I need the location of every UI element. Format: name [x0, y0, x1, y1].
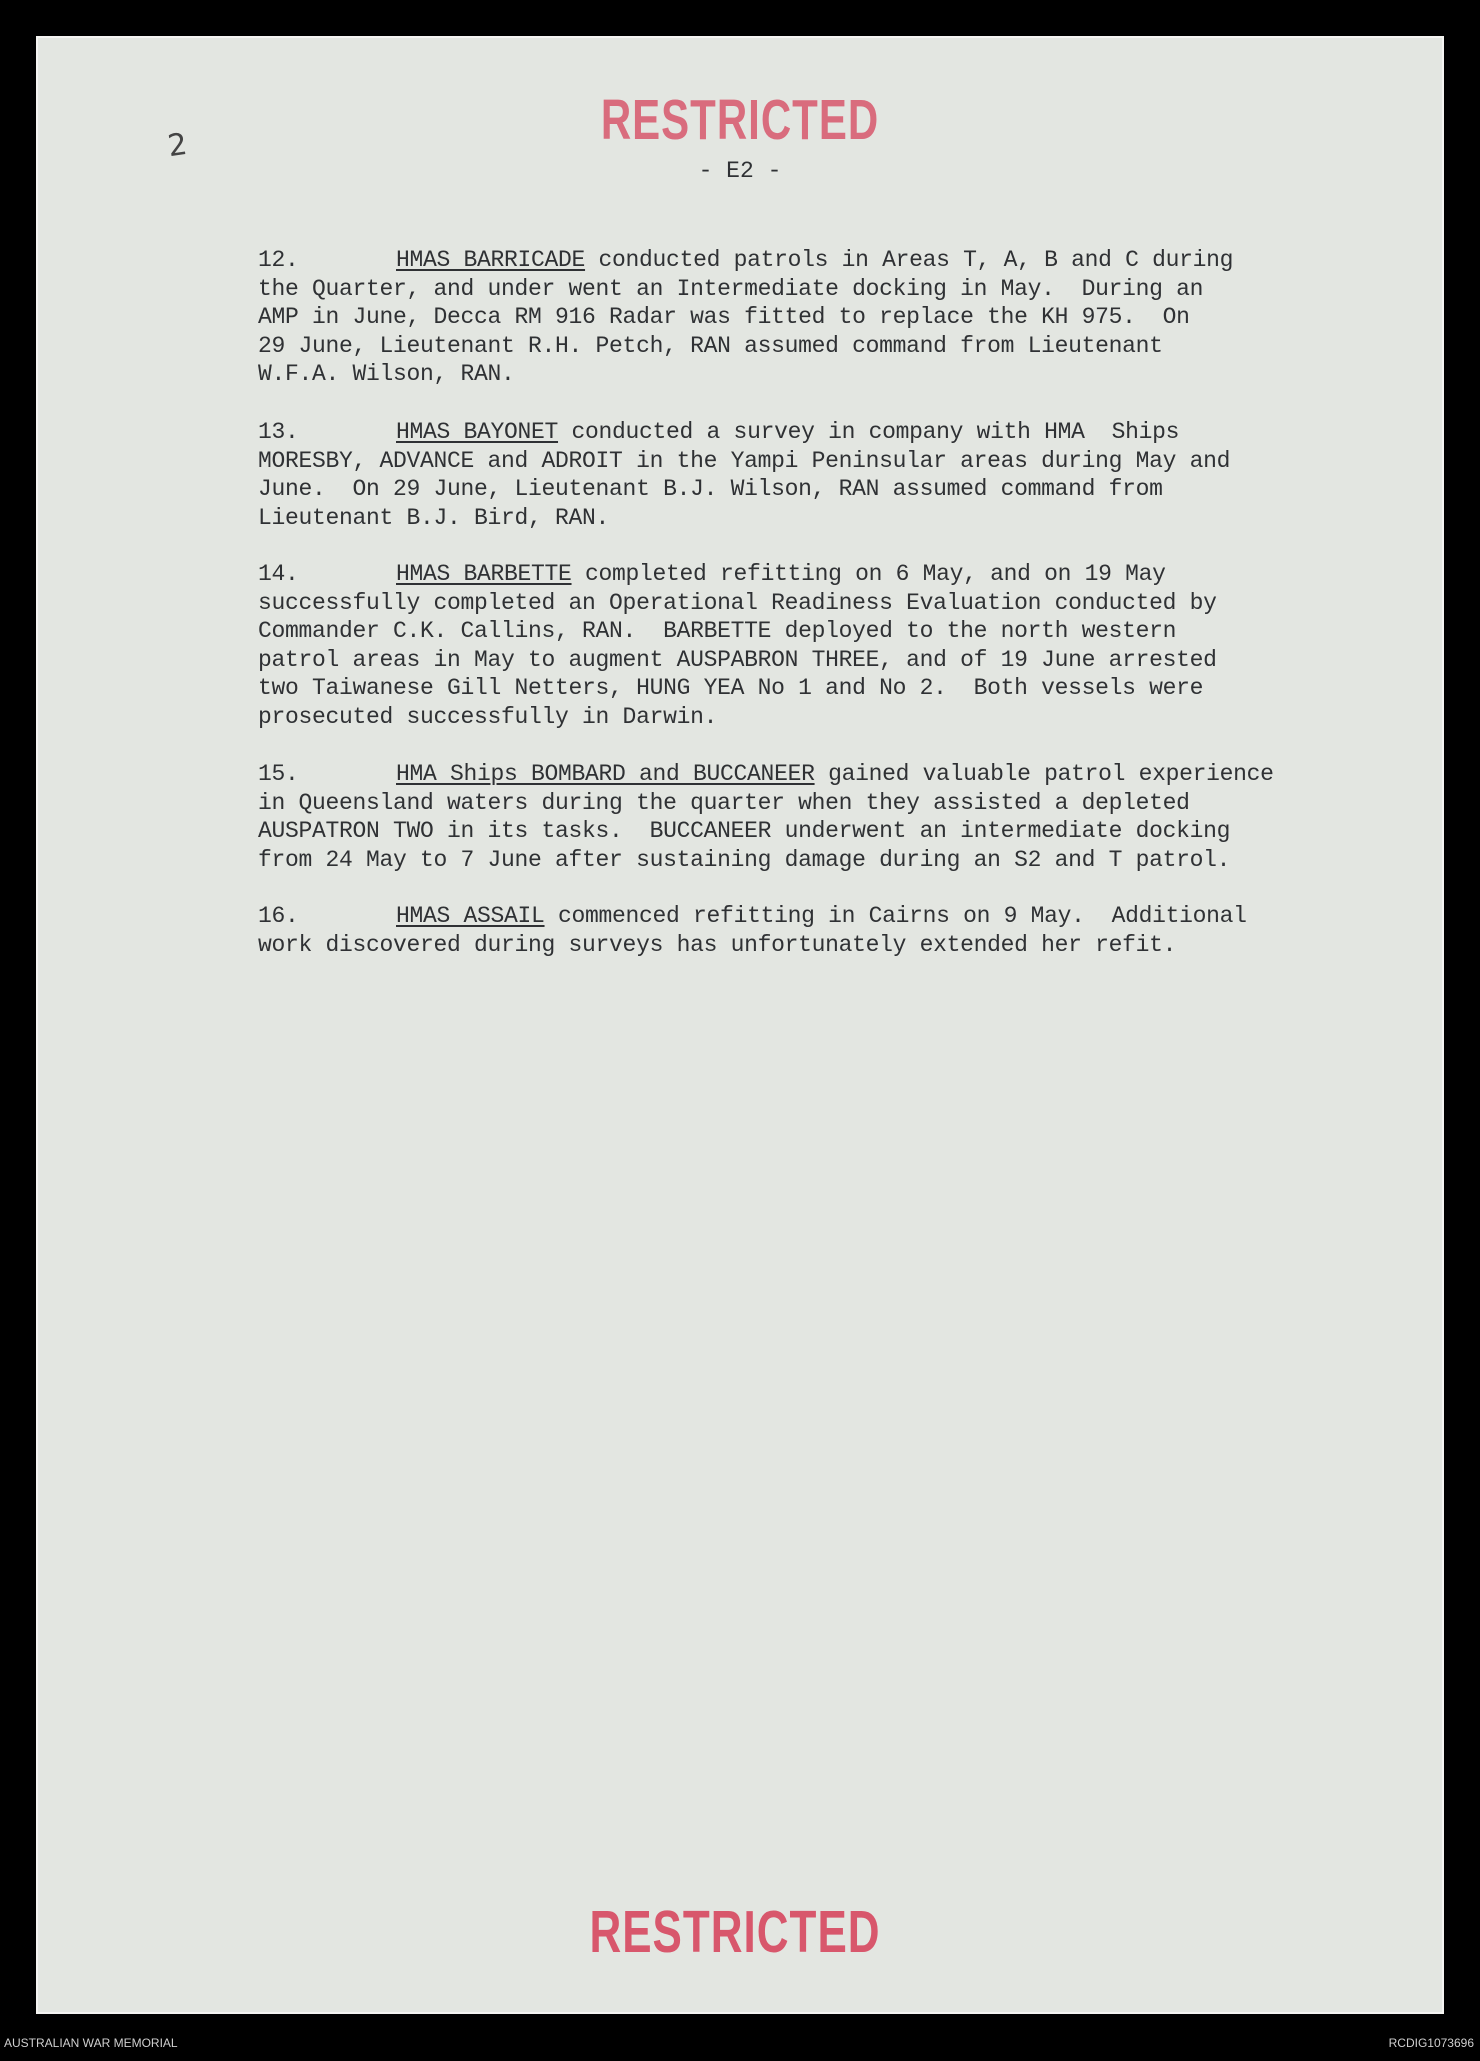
- paragraph-line: [258, 475, 1338, 504]
- ship-name-underlined: HMA Ships BOMBARD and BUCCANEER: [396, 761, 815, 787]
- paragraph-text: Lieutenant B.J. Bird, RAN.: [258, 504, 610, 531]
- paragraph-number: 15.: [258, 761, 299, 787]
- footer-record-id: RCDIG1073696: [1388, 2036, 1474, 2050]
- paragraph-line: [258, 589, 1338, 618]
- paragraph-15: [258, 760, 1338, 874]
- paragraph-13: [258, 418, 1338, 532]
- paragraph-14: [258, 560, 1338, 731]
- paragraph-line: [258, 902, 1338, 931]
- footer-archive-name: AUSTRALIAN WAR MEMORIAL: [4, 2036, 178, 2050]
- restricted-stamp-bottom: RESTRICTED: [589, 1899, 881, 1966]
- paragraph-line: [258, 846, 1338, 875]
- paragraph-line: [258, 418, 1338, 447]
- paragraph-text: in Queensland waters during the quarter when they assisted a depleted: [258, 789, 1190, 816]
- paragraph-line: [258, 360, 1338, 389]
- paragraph-text: the Quarter, and under went an Intermediate docking in May. During an: [258, 275, 1204, 302]
- paragraph-text: successfully completed an Operational Readiness Evaluation conducted by: [258, 589, 1217, 616]
- paragraph-text: commenced refitting in Cairns on 9 May. Additional: [544, 903, 1247, 929]
- paragraph-line: [258, 760, 1338, 789]
- paragraph-line: [258, 703, 1338, 732]
- paragraph-number: 13.: [258, 419, 299, 445]
- page-number: - E2 -: [698, 158, 782, 184]
- paragraph-text: AMP in June, Decca RM 916 Radar was fitted to replace the KH 975. On: [258, 304, 1190, 330]
- paragraph-12: [258, 246, 1338, 389]
- paragraph-line: [258, 617, 1338, 646]
- paragraph-text: from 24 May to 7 June after sustaining damage during an S2 and T patrol.: [258, 846, 1231, 873]
- restricted-stamp-top: RESTRICTED: [600, 87, 880, 152]
- paragraph-text: completed refitting on 6 May, and on 19 May: [571, 561, 1166, 587]
- paragraph-number: 14.: [258, 561, 299, 587]
- paragraph-line: [258, 817, 1338, 846]
- paragraph-text: prosecuted successfully in Darwin.: [258, 703, 718, 730]
- paragraph-line: [258, 303, 1338, 332]
- paragraph-text: two Taiwanese Gill Netters, HUNG YEA No 1 and No 2. Both vessels were: [258, 675, 1204, 701]
- paragraph-text: MORESBY, ADVANCE and ADROIT in the Yampi Peninsular areas during May and: [258, 447, 1231, 474]
- paragraph-line: [258, 560, 1338, 589]
- paragraph-text: patrol areas in May to augment AUSPABRON THREE, and of 19 June arrested: [258, 646, 1217, 673]
- handwritten-mark: 2: [165, 126, 190, 165]
- ship-name-underlined: HMAS BARRICADE: [396, 247, 586, 273]
- paragraph-line: [258, 931, 1338, 960]
- ship-name-underlined: HMAS BAYONET: [396, 419, 559, 445]
- paragraph-text: AUSPATRON TWO in its tasks. BUCCANEER underwent an intermediate docking: [258, 818, 1231, 844]
- paragraph-text: W.F.A. Wilson, RAN.: [258, 361, 515, 387]
- paragraph-text: June. On 29 June, Lieutenant B.J. Wilson, RAN assumed command from: [258, 476, 1163, 502]
- paragraph-text: Commander C.K. Callins, RAN. BARBETTE deployed to the north western: [258, 618, 1177, 644]
- paragraph-16: [258, 902, 1338, 959]
- paragraph-text: 29 June, Lieutenant R.H. Petch, RAN assumed command from Lieutenant: [258, 332, 1163, 359]
- paragraph-line: [258, 447, 1338, 476]
- paragraph-line: [258, 789, 1338, 818]
- paragraph-line: [258, 275, 1338, 304]
- ship-name-underlined: HMAS ASSAIL: [396, 903, 545, 929]
- paragraph-line: [258, 674, 1338, 703]
- paragraph-number: 12.: [258, 247, 299, 273]
- paragraph-line: [258, 332, 1338, 361]
- paragraph-number: 16.: [258, 903, 299, 929]
- ship-name-underlined: HMAS BARBETTE: [396, 561, 572, 587]
- paragraph-text: gained valuable patrol experience: [814, 761, 1274, 787]
- paragraph-line: [258, 646, 1338, 675]
- paragraph-line: [258, 504, 1338, 533]
- paragraph-text: conducted a survey in company with HMA Ships: [558, 419, 1180, 445]
- paragraph-line: [258, 246, 1338, 275]
- paragraph-text: conducted patrols in Areas T, A, B and C during: [585, 247, 1234, 273]
- paragraph-text: work discovered during surveys has unfortunately extended her refit.: [258, 931, 1177, 958]
